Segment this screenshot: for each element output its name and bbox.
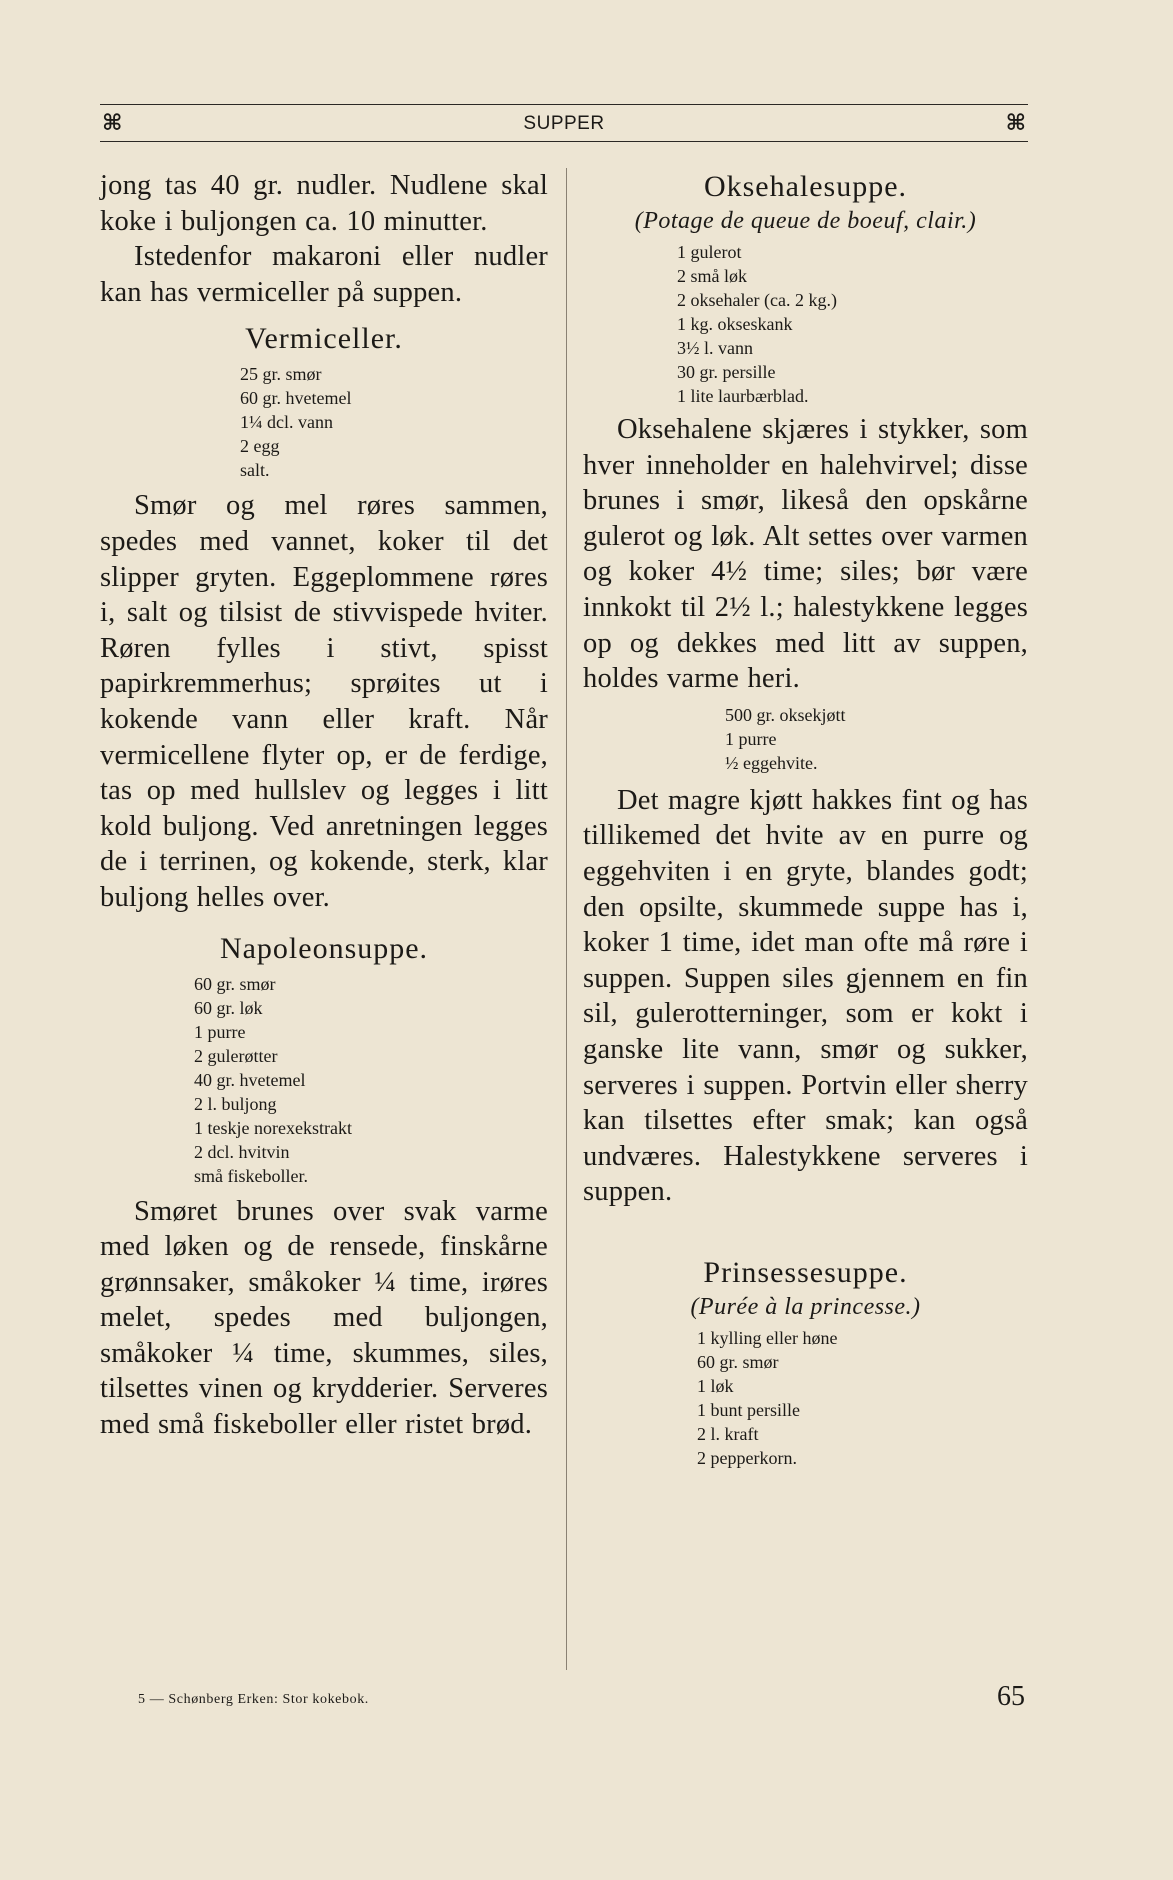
ingredient: 2 gulerøtter <box>194 1045 278 1066</box>
ingredient: 1 teskje norexekstrakt <box>194 1117 352 1138</box>
header-title: SUPPER <box>523 113 605 134</box>
recipe-text: Det magre kjøtt hakkes fint og has tillikemed det hvite av en purre og eggehviten i en gryte, blandes godt; den opsilte, skummede suppe has i, koker 1 time, idet man ofte må røre i suppen. Suppen siles gjennem en fin sil, gulerotterninger, som er kokt i ganske lite vann, smør og sukker, serveres i suppen. Portvin eller sherry kan tilsettes efter smak; kan også undværes. Halestykkene serveres i suppen. <box>583 784 1028 1208</box>
column-divider <box>566 168 567 1670</box>
ingredient-list <box>677 240 1028 408</box>
ingredient: 1 løk <box>697 1375 734 1396</box>
ingredient-list <box>725 703 1028 775</box>
recipe-text: Smør og mel røres sammen, spedes med vannet, koker til det slipper gryten. Eggeplommene røres i, salt og tilsist de stivvispede hviter. Røren fylles i stivt, spisst papirkremmerhus; sprøites ut i kokende vann eller kraft. Når vermicellene flyter op, er de ferdige, tas op med hullslev og legges i litt kold buljong. Ved anretningen legges de i terrinen, og kokende, sterk, klar buljong helles over. <box>100 490 548 913</box>
ingredient: 2 l. buljong <box>194 1093 277 1114</box>
ingredient: ½ eggehvite. <box>725 752 818 773</box>
ingredient: 2 l. kraft <box>697 1423 759 1444</box>
ingredient: 60 gr. smør <box>697 1351 779 1372</box>
ingredient-list <box>697 1326 1028 1470</box>
ingredient: 1 kg. okseskank <box>677 314 793 334</box>
ingredient: 2 dcl. hvitvin <box>194 1141 290 1162</box>
ingredient-list <box>194 972 548 1188</box>
right-column <box>583 168 1028 1470</box>
recipe-title: Napoleonsuppe. <box>219 931 429 965</box>
ingredient-list <box>240 362 548 482</box>
ingredient: 30 gr. persille <box>677 362 776 382</box>
recipe-title: Oksehalesuppe. <box>703 170 908 203</box>
recipe-vermiceller <box>100 320 548 915</box>
recipe-prinsessesuppe <box>583 1254 1028 1470</box>
ingredient: 2 egg <box>240 436 280 457</box>
recipe-napoleonsuppe <box>100 930 548 1443</box>
recipe-title: Prinsessesuppe. <box>703 1255 908 1289</box>
ingredient: salt. <box>240 460 270 481</box>
recipe-text: Smøret brunes over svak varme med løken og de rensede, finskårne grønnsaker, småkoker ¼ time, irøres melet, spedes med buljongen, småkoker ¼ time, skummes, siles, tilsettes vinen og krydderier. Serveres med små fiskeboller eller ristet brød. <box>100 1195 548 1441</box>
header-ornament-right: ⌘ <box>1005 110 1026 136</box>
recipe-subtitle: (Purée à la princesse.) <box>690 1293 921 1320</box>
running-header <box>100 104 1028 142</box>
ingredient: små fiskeboller. <box>194 1165 308 1186</box>
ingredient: 60 gr. hvetemel <box>240 388 352 409</box>
ingredient: 1 kylling eller høne <box>697 1327 838 1348</box>
recipe-title: Vermiceller. <box>245 322 403 356</box>
recipe-oksehalesuppe <box>583 168 1028 1210</box>
ingredient: 1¼ dcl. vann <box>240 412 333 433</box>
recipe-subtitle: (Potage de queue de boeuf, clair.) <box>634 208 977 234</box>
ingredient: 3½ l. vann <box>677 338 753 358</box>
ingredient: 1 bunt persille <box>697 1399 800 1420</box>
ingredient: 1 gulerot <box>677 242 742 262</box>
ingredient: 1 purre <box>194 1021 246 1042</box>
header-ornament-left: ⌘ <box>102 110 123 136</box>
ingredient: 40 gr. hvetemel <box>194 1069 306 1090</box>
ingredient: 25 gr. smør <box>240 364 322 385</box>
paragraph-istedenfor: Istedenfor makaroni eller nudler kan has vermiceller på suppen. <box>100 241 548 308</box>
ingredient: 1 lite laurbærblad. <box>677 386 809 406</box>
ingredient: 500 gr. oksekjøtt <box>725 704 846 725</box>
page-number: 65 <box>997 1681 1025 1712</box>
continued-paragraph: jong tas 40 gr. nudler. Nudlene skal koke i buljongen ca. 10 minutter. <box>100 170 548 237</box>
ingredient: 60 gr. smør <box>194 973 276 994</box>
ingredient: 60 gr. løk <box>194 997 263 1018</box>
left-column <box>100 168 548 1443</box>
ingredient: 2 små løk <box>677 266 747 286</box>
ingredient: 2 pepperkorn. <box>697 1447 797 1468</box>
ingredient: 2 oksehaler (ca. 2 kg.) <box>677 290 837 310</box>
signature-footnote: 5 — Schønberg Erken: Stor kokebok. <box>138 1692 369 1707</box>
ingredient: 1 purre <box>725 728 777 749</box>
recipe-text: Oksehalene skjæres i stykker, som hver inneholder en halehvirvel; disse brunes i smør, likeså den opskårne gulerot og løk. Alt settes over varmen og koker 4½ time; siles; bør være innkokt til 2½ l.; halestykkene legges op og dekkes med litt av suppen, holdes varme heri. <box>583 414 1028 695</box>
